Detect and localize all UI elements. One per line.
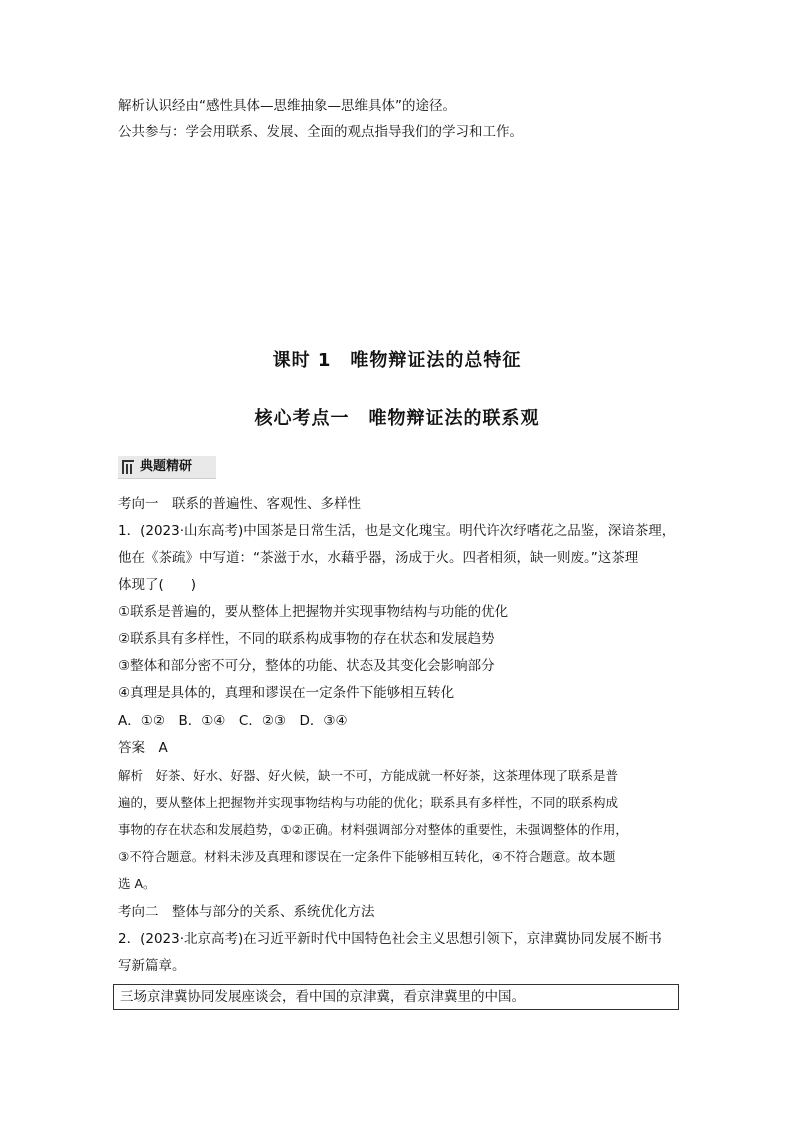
- q2-line-1: 2．(2023·北京高考)在习近平新时代中国特色社会主义思想引领下，京津冀协同发展不断书: [118, 931, 662, 947]
- intro-line-2: 公共参与：学会用联系、发展、全面的观点指导我们的学习和工作。: [118, 124, 523, 140]
- direction-2: 考向二 整体与部分的关系、系统优化方法: [118, 904, 375, 920]
- q1-line-2: 他在《茶疏》中写道：“茶滋于水，水藉乎器，汤成于火。四者相须，缺一则废。”这茶理: [118, 550, 639, 566]
- topic-title: 核心考点一 唯物辩证法的联系观: [254, 408, 540, 429]
- section-marker-icon: [122, 460, 134, 474]
- q1-answer: 答案 A: [118, 740, 168, 756]
- q1-analysis-line-5: 选 A。: [118, 876, 156, 891]
- section-tag-label: 典题精研: [140, 459, 193, 474]
- q1-choices: A．①② B．①④ C．②③ D．③④: [118, 713, 348, 729]
- q1-option-1: ①联系是普遍的，要从整体上把握物并实现事物结构与功能的优化: [118, 604, 509, 620]
- q1-analysis-line-2: 遍的，要从整体上把握物并实现事物结构与功能的优化；联系具有多样性，不同的联系构成: [118, 795, 619, 810]
- q1-analysis-line-1: 解析 好茶、好水、好器、好火候，缺一不可，方能成就一杯好茶，这茶理体现了联系是普: [118, 768, 619, 783]
- q2-line-2: 写新篇章。: [118, 958, 186, 974]
- q1-analysis-line-4: ③不符合题意。材料未涉及真理和谬误在一定条件下能够相互转化，④不符合题意。故本题: [118, 849, 616, 864]
- q1-line-3: 体现了( ): [118, 577, 197, 593]
- section-tag: [118, 456, 216, 479]
- q1-option-2: ②联系具有多样性，不同的联系构成事物的存在状态和发展趋势: [118, 631, 495, 647]
- lesson-title: 课时 1 唯物辩证法的总特征: [272, 350, 522, 371]
- q1-option-4: ④真理是具体的，真理和谬误在一定条件下能够相互转化: [118, 685, 455, 701]
- q1-option-3: ③整体和部分密不可分，整体的功能、状态及其变化会影响部分: [118, 658, 495, 674]
- intro-line-1: 解析认识经由“感性具体—思维抽象—思维具体”的途径。: [118, 98, 456, 114]
- direction-1: 考向一 联系的普遍性、客观性、多样性: [118, 496, 361, 512]
- q2-boxed-material: 三场京津冀协同发展座谈会，看中国的京津冀，看京津冀里的中国。: [113, 984, 679, 1010]
- q1-analysis-line-3: 事物的存在状态和发展趋势，①②正确。材料强调部分对整体的重要性，未强调整体的作用，: [118, 822, 628, 837]
- q1-line-1: 1．(2023·山东高考)中国茶是日常生活，也是文化瑰宝。明代许次纾嗜花之品鉴，深谙茶理，: [118, 523, 676, 539]
